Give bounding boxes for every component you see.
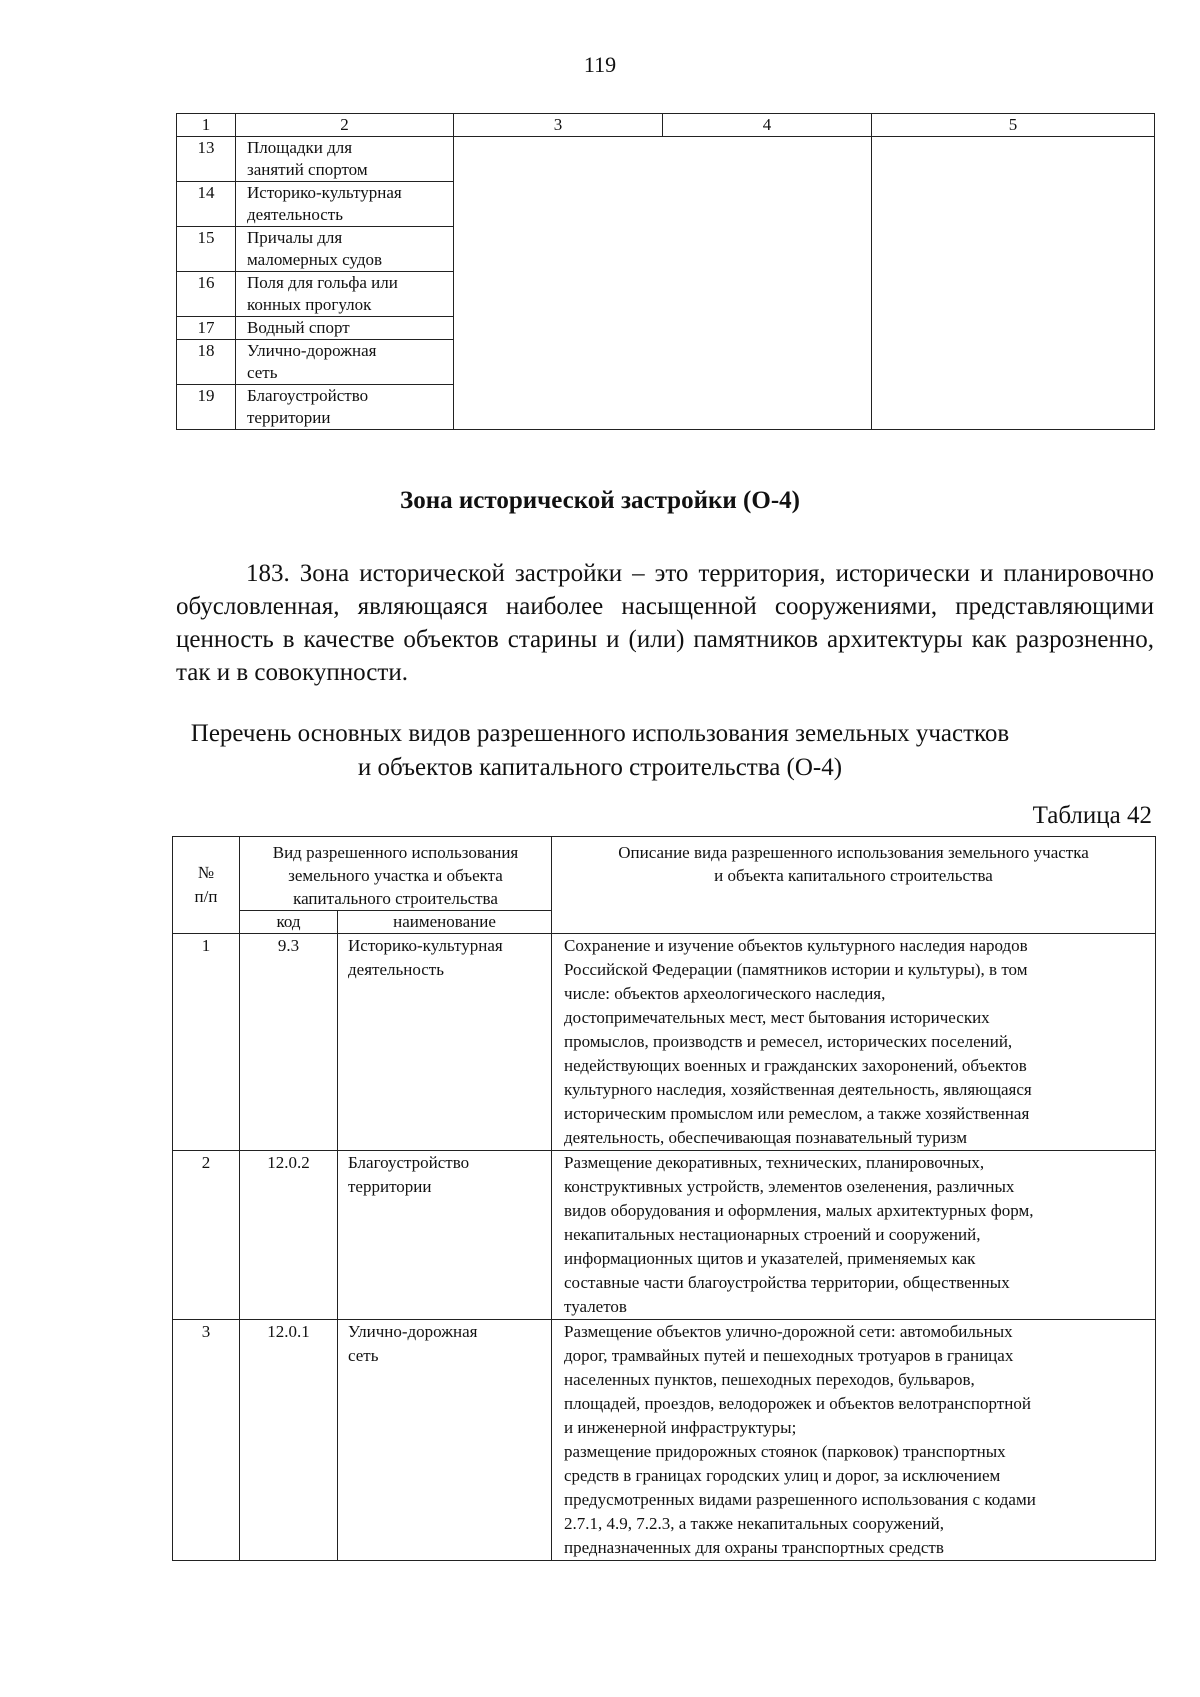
name-line: Улично-дорожная (348, 1322, 478, 1341)
desc-line: промыслов, производств и ремесел, исторических поселений, (564, 1032, 1013, 1051)
row-number: 19 (177, 385, 236, 430)
desc-line: составные части благоустройства территории, общественных (564, 1273, 1010, 1292)
row-name (338, 934, 552, 1151)
header-line: № (197, 863, 215, 882)
table-label: Таблица 42 (1032, 802, 1152, 829)
list-title-line: и объектов капитального строительства (О-4) (357, 754, 843, 781)
desc-line: населенных пунктов, пешеходных переходов, бульваров, (564, 1370, 975, 1389)
header-description (552, 837, 1156, 934)
row-code: 9.3 (240, 934, 338, 1151)
header-cell: 1 (177, 114, 236, 137)
paragraph-183: 183. Зона исторической застройки – это территория, исторически и планировочно обусловленная, являющаяся наиболее насыщенной сооружениями, представляющими ценность в качестве объектов старины и (или) памятников архитектуры как разрозненно, так и в совокупности. (176, 560, 1154, 686)
name-line: занятий спортом (247, 160, 368, 179)
row-name (236, 182, 454, 227)
table-row (173, 934, 1156, 1151)
row-name (236, 317, 454, 340)
row-number: 14 (177, 182, 236, 227)
desc-line: информационных щитов и указателей, применяемых как (564, 1249, 976, 1268)
desc-line: предназначенных для охраны транспортных средств (564, 1538, 944, 1557)
header-number (173, 837, 240, 934)
desc-line: размещение придорожных стоянок (парковок) транспортных (564, 1442, 1006, 1461)
row-code: 12.0.1 (240, 1320, 338, 1561)
row-name (236, 227, 454, 272)
desc-line: дорог, трамвайных путей и пешеходных тротуаров в границах (564, 1346, 1014, 1365)
desc-line: Российской Федерации (памятников истории и культуры), в том (564, 960, 1028, 979)
name-line: Площадки для (247, 138, 353, 157)
row-name (338, 1320, 552, 1561)
desc-line: Сохранение и изучение объектов культурного наследия народов (564, 936, 1028, 955)
name-line: Улично-дорожная (247, 341, 377, 360)
zone-heading: Зона исторической застройки (О-4) (400, 487, 800, 514)
row-name (236, 340, 454, 385)
desc-line: видов оборудования и оформления, малых архитектурных форм, (564, 1201, 1034, 1220)
row-number: 17 (177, 317, 236, 340)
header-cell: 4 (663, 114, 872, 137)
header-cell: 2 (236, 114, 454, 137)
desc-line: конструктивных устройств, элементов озеленения, различных (564, 1177, 1015, 1196)
desc-line: числе: объектов археологического наследия, (564, 984, 886, 1003)
name-line: Благоустройство (348, 1153, 470, 1172)
row-name (236, 137, 454, 182)
desc-line: туалетов (564, 1297, 627, 1316)
row-name (236, 272, 454, 317)
header-cell: 3 (454, 114, 663, 137)
name-line: Благоустройство (247, 386, 369, 405)
name-line: деятельность (247, 205, 343, 224)
row-description (552, 934, 1156, 1151)
table-header-row (177, 114, 1155, 137)
header-line: земельного участка и объекта (288, 866, 503, 885)
name-line: сеть (348, 1346, 379, 1365)
row-name (236, 385, 454, 430)
desc-line: и инженерной инфраструктуры; (564, 1418, 797, 1437)
name-line: Водный спорт (247, 318, 350, 337)
name-line: территории (247, 408, 331, 427)
subheader-name: наименование (338, 911, 552, 934)
name-line: Поля для гольфа или (247, 273, 398, 292)
header-line: Описание вида разрешенного использования земельного участка (618, 843, 1089, 862)
table-row (173, 1320, 1156, 1561)
name-line: конных прогулок (247, 295, 372, 314)
desc-line: историческим промыслом или ремеслом, а также хозяйственная (564, 1104, 1030, 1123)
header-line: п/п (194, 887, 218, 906)
name-line: сеть (247, 363, 278, 382)
desc-line: недействующих военных и гражданских захоронений, объектов (564, 1056, 1027, 1075)
desc-line: Размещение объектов улично-дорожной сети: автомобильных (564, 1322, 1013, 1341)
header-line: Вид разрешенного использования (272, 843, 519, 862)
name-line: Историко-культурная (348, 936, 503, 955)
desc-line: 2.7.1, 4.9, 7.2.3, а также некапитальных сооружений, (564, 1514, 945, 1533)
header-line: и объекта капитального строительства (714, 866, 993, 885)
row-number: 15 (177, 227, 236, 272)
row-number: 13 (177, 137, 236, 182)
header-line: капитального строительства (293, 889, 498, 908)
row-name (338, 1151, 552, 1320)
desc-line: Размещение декоративных, технических, планировочных, (564, 1153, 985, 1172)
desc-line: средств в границах городских улиц и дорог, за исключением (564, 1466, 1001, 1485)
row-code: 12.0.2 (240, 1151, 338, 1320)
desc-line: площадей, проездов, велодорожек и объектов велотранспортной (564, 1394, 1031, 1413)
desc-line: предусмотренных видами разрешенного использования с кодами (564, 1490, 1036, 1509)
header-cell: 5 (872, 114, 1155, 137)
desc-line: деятельность, обеспечивающая познавательный туризм (564, 1128, 968, 1147)
row-number: 18 (177, 340, 236, 385)
row-number: 3 (173, 1320, 240, 1561)
row-number: 1 (173, 934, 240, 1151)
name-line: территории (348, 1177, 432, 1196)
merged-cell-3-4 (454, 137, 872, 430)
table-row (173, 1151, 1156, 1320)
name-line: Историко-культурная (247, 183, 402, 202)
permitted-use-table (172, 836, 1156, 1561)
table-row (177, 137, 1155, 182)
row-number: 16 (177, 272, 236, 317)
subheader-code: код (240, 911, 338, 934)
name-line: деятельность (348, 960, 444, 979)
row-description (552, 1151, 1156, 1320)
desc-line: достопримечательных мест, мест бытования исторических (564, 1008, 990, 1027)
header-use-type (240, 837, 552, 911)
name-line: Причалы для (247, 228, 343, 247)
page-number: 119 (583, 52, 617, 77)
list-title (0, 717, 1200, 785)
name-line: маломерных судов (247, 250, 382, 269)
list-title-line: Перечень основных видов разрешенного использования земельных участков (190, 720, 1010, 747)
table-header-row (173, 837, 1156, 911)
continuation-table (176, 113, 1155, 430)
desc-line: некапитальных нестационарных строений и сооружений, (564, 1225, 981, 1244)
row-description (552, 1320, 1156, 1561)
row-number: 2 (173, 1151, 240, 1320)
merged-cell-5 (872, 137, 1155, 430)
desc-line: культурного наследия, хозяйственная деятельность, являющаяся (564, 1080, 1032, 1099)
